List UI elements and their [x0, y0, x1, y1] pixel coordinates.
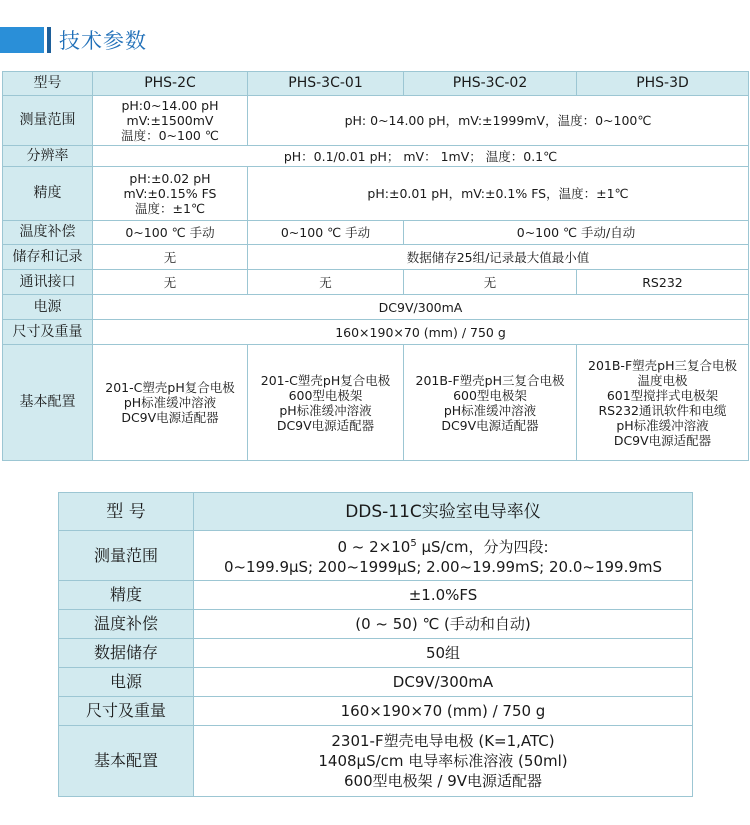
model-name: DDS-11C实验室电导率仪: [194, 493, 693, 531]
heading-accent-divider: [47, 27, 51, 53]
row-label-config: 基本配置: [3, 345, 93, 461]
power-all: DC9V/300mA: [93, 295, 749, 320]
size-value: 160×190×70 (mm) / 750 g: [194, 697, 693, 726]
table-row: [59, 726, 693, 797]
temp-comp-others: 0~100 ℃ 手动/自动: [404, 221, 749, 245]
accuracy-value: ±1.0%FS: [194, 581, 693, 610]
row-label-power: 电源: [59, 668, 194, 697]
row-label-comm: 通讯接口: [3, 270, 93, 295]
table-row: [59, 531, 693, 581]
storage-value: 50组: [194, 639, 693, 668]
config-phs-3d: 201B-F塑壳pH三复合电极 温度电极 601型搅拌式电极架 RS232通讯软件和电缆 pH标准缓冲溶液 DC9V电源适配器: [577, 345, 749, 461]
row-label-temp-comp: 温度补偿: [3, 221, 93, 245]
model-phs-3d: PHS-3D: [577, 72, 749, 96]
table-row: [3, 146, 749, 167]
table-row: [3, 72, 749, 96]
storage-phs-2c: 无: [93, 245, 248, 270]
accuracy-others: pH:±0.01 pH，mV:±0.1% FS，温度：±1℃: [248, 167, 749, 221]
table-row: [59, 639, 693, 668]
table-row: [3, 96, 749, 146]
row-label-power: 电源: [3, 295, 93, 320]
config-phs-2c: 201-C塑壳pH复合电极 pH标准缓冲溶液 DC9V电源适配器: [93, 345, 248, 461]
resolution-all: pH：0.1/0.01 pH； mV： 1mV； 温度：0.1℃: [93, 146, 749, 167]
model-phs-2c: PHS-2C: [93, 72, 248, 96]
accuracy-phs-2c: pH:±0.02 pH mV:±0.15% FS 温度：±1℃: [93, 167, 248, 221]
conductivity-meter-spec-table: [58, 492, 693, 797]
section-heading: [0, 26, 147, 54]
heading-accent-bar: [0, 27, 44, 53]
row-label-config: 基本配置: [59, 726, 194, 797]
comm-phs-3c-01: 无: [248, 270, 404, 295]
config-value: 2301-F塑壳电导电极 (K=1,ATC) 1408μS/cm 电导率标准溶液 (50ml) 600型电极架 / 9V电源适配器: [194, 726, 693, 797]
row-label-storage: 储存和记录: [3, 245, 93, 270]
row-label-accuracy: 精度: [3, 167, 93, 221]
temp-comp-phs-3c-01: 0~100 ℃ 手动: [248, 221, 404, 245]
temp-comp-value: (0 ~ 50) ℃ (手动和自动): [194, 610, 693, 639]
temp-comp-phs-2c: 0~100 ℃ 手动: [93, 221, 248, 245]
comm-phs-2c: 无: [93, 270, 248, 295]
row-label-size: 尺寸及重量: [3, 320, 93, 345]
power-value: DC9V/300mA: [194, 668, 693, 697]
model-phs-3c-01: PHS-3C-01: [248, 72, 404, 96]
table-row: [3, 295, 749, 320]
storage-others: 数据储存25组/记录最大值最小值: [248, 245, 749, 270]
row-label-range: 测量范围: [59, 531, 194, 581]
table-row: [3, 345, 749, 461]
range-phs-2c: pH:0~14.00 pH mV:±1500mV 温度：0~100 ℃: [93, 96, 248, 146]
config-phs-3c-01: 201-C塑壳pH复合电极 600型电极架 pH标准缓冲溶液 DC9V电源适配器: [248, 345, 404, 461]
table-row: [3, 320, 749, 345]
config-phs-3c-02: 201B-F塑壳pH三复合电极 600型电极架 pH标准缓冲溶液 DC9V电源适配器: [404, 345, 577, 461]
table-row: [3, 245, 749, 270]
row-label-storage: 数据储存: [59, 639, 194, 668]
table-row: [59, 697, 693, 726]
range-line-1: 0 ~ $2\times 10^5$ μS/cm，分为四段:: [337, 538, 549, 556]
row-label-range: 测量范围: [3, 96, 93, 146]
comm-phs-3c-02: 无: [404, 270, 577, 295]
table-row: [3, 221, 749, 245]
table-row: [59, 668, 693, 697]
range-line-2: 0~199.9μS; 200~1999μS; 2.00~19.99mS; 20.0~199.9mS: [223, 558, 663, 576]
comm-phs-3d: RS232: [577, 270, 749, 295]
section-title: 技术参数: [59, 29, 147, 53]
header-label: 型 号: [59, 493, 194, 531]
model-phs-3c-02: PHS-3C-02: [404, 72, 577, 96]
row-label-size: 尺寸及重量: [59, 697, 194, 726]
table-row: [59, 581, 693, 610]
range-others: pH: 0~14.00 pH，mV:±1999mV，温度：0~100℃: [248, 96, 749, 146]
ph-meter-spec-table: [2, 71, 749, 461]
table-row: [59, 610, 693, 639]
row-label-resolution: 分辨率: [3, 146, 93, 167]
header-label: 型号: [3, 72, 93, 96]
row-label-temp-comp: 温度补偿: [59, 610, 194, 639]
size-all: 160×190×70 (mm) / 750 g: [93, 320, 749, 345]
table-row: [3, 270, 749, 295]
range-value: [194, 531, 693, 581]
table-row: [3, 167, 749, 221]
row-label-accuracy: 精度: [59, 581, 194, 610]
table-row: [59, 493, 693, 531]
